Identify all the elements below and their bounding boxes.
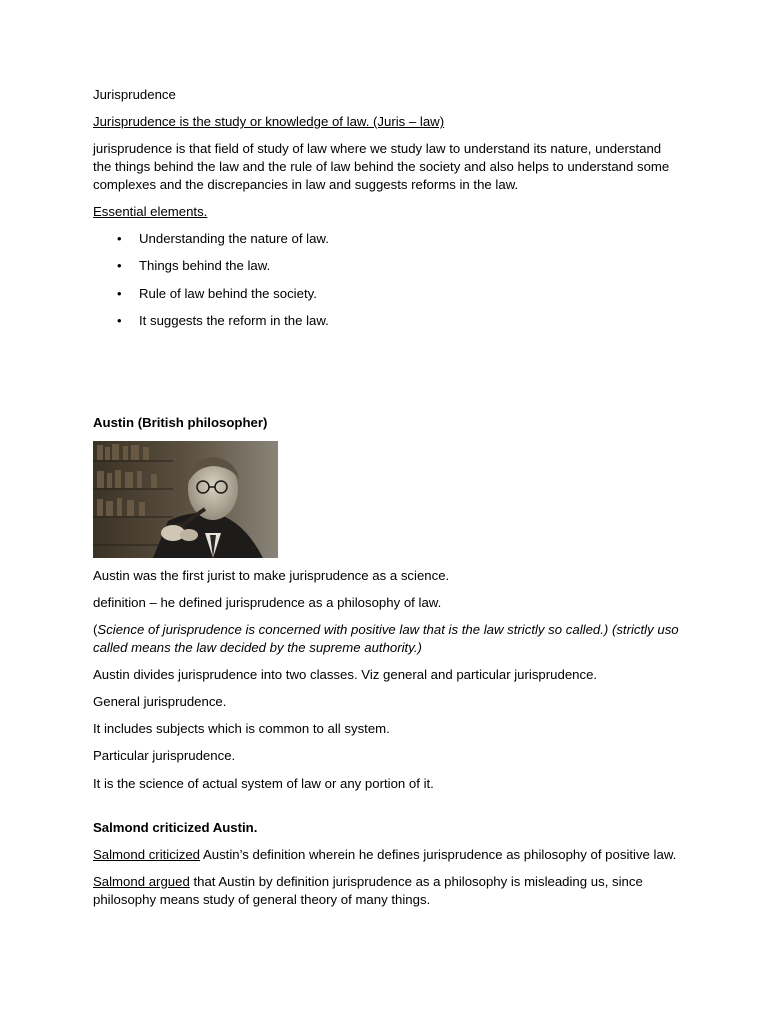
austin-paragraph: Austin was the first jurist to make jurisprudence as a science. — [93, 567, 450, 583]
quote-open-paren: ( — [93, 622, 98, 638]
intro-paragraph: jurisprudence is that field of study of law where we study law to understand its nature, understand the things behind the law and the rule of law behind the society and also helps to understand some complexes and the discrepancies in law and suggests reforms in the law. — [93, 141, 670, 192]
document-page — [93, 86, 683, 918]
essential-elements-list — [93, 230, 683, 330]
bullet-icon: • — [117, 285, 122, 301]
salmond-heading: Salmond criticized Austin. — [93, 819, 258, 835]
list-item — [93, 312, 683, 330]
spacer — [93, 802, 683, 819]
list-item-text: Rule of law behind the society. — [139, 285, 317, 301]
definition-line: Jurisprudence is the study or knowledge of law. (Juris – law) — [93, 114, 445, 130]
salmond-underlined-phrase: Salmond argued — [93, 874, 190, 890]
salmond-paragraph-text: Austin’s definition wherein he defines jurisprudence as philosophy of positive law. — [200, 846, 677, 862]
salmond-paragraph-text: that Austin by definition jurisprudence as a philosophy is misleading us, since philosophy means study of general theory of many things. — [93, 874, 643, 907]
document-title: Jurisprudence — [93, 87, 176, 102]
salmond-paragraph — [93, 873, 683, 908]
austin-paragraph: Austin divides jurisprudence into two classes. Viz general and particular jurisprudence. — [93, 666, 598, 682]
list-item — [93, 285, 683, 303]
list-item — [93, 230, 683, 248]
austin-paragraph: definition – he defined jurisprudence as a philosophy of law. — [93, 594, 442, 610]
austin-heading: Austin (British philosopher) — [93, 414, 268, 430]
essential-elements-heading: Essential elements. — [93, 203, 208, 219]
salmond-underlined-phrase: Salmond criticized — [93, 846, 201, 862]
quote-italic-text: Science of jurisprudence is concerned with positive law that is the law strictly so called.) (strictly uso called means the law decided by the supreme authority.) — [93, 622, 679, 655]
austin-paragraph: It includes subjects which is common to all system. — [93, 721, 390, 737]
list-item-text: It suggests the reform in the law. — [139, 313, 329, 329]
bullet-icon: • — [117, 258, 122, 274]
austin-paragraph: General jurisprudence. — [93, 694, 227, 710]
list-item — [93, 257, 683, 275]
portrait-photo-icon — [93, 441, 278, 558]
austin-paragraph: Particular jurisprudence. — [93, 748, 236, 764]
salmond-paragraph — [93, 846, 683, 864]
list-item-text: Things behind the law. — [139, 258, 271, 274]
austin-quote-paragraph — [93, 621, 683, 656]
bullet-icon: • — [117, 313, 122, 329]
list-item-text: Understanding the nature of law. — [139, 230, 329, 246]
bullet-icon: • — [117, 230, 122, 246]
spacer — [93, 340, 683, 414]
austin-paragraph: It is the science of actual system of law or any portion of it. — [93, 775, 434, 791]
